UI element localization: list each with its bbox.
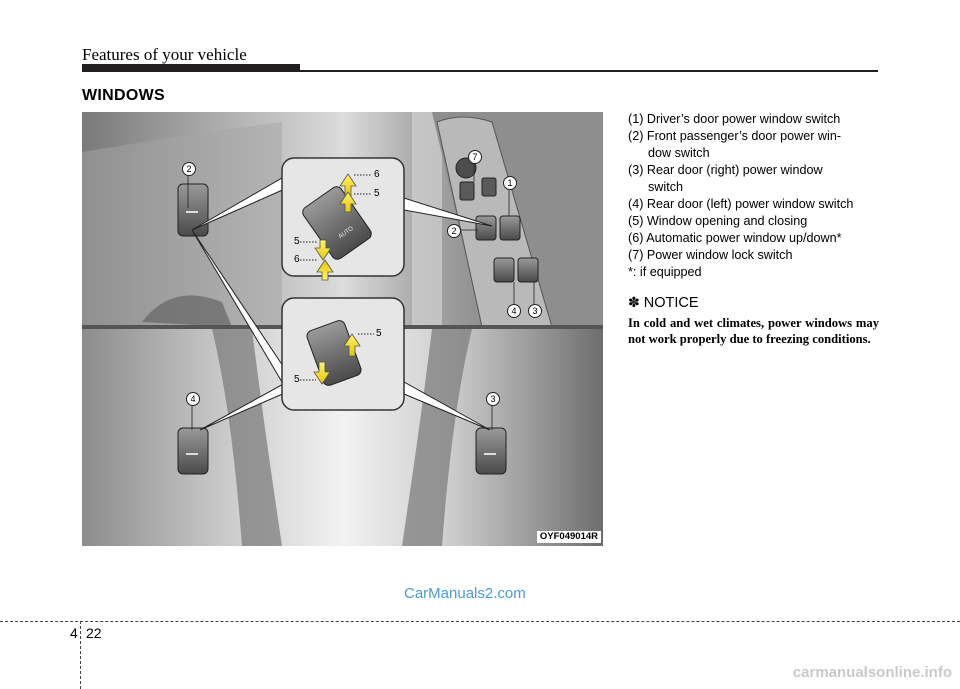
caption-7: (7) Power window lock switch: [628, 248, 793, 262]
caption-4: (4) Rear door (left) power window switch: [628, 197, 854, 211]
caption-3-cont: switch: [648, 180, 683, 194]
notice-heading: [628, 294, 699, 311]
notice-title: NOTICE: [643, 295, 699, 311]
callout-3-panel: 3: [528, 304, 542, 318]
label-6-up: 6: [374, 169, 380, 180]
callout-2-panel: 2: [447, 224, 461, 238]
window-switch-illustration: [82, 112, 603, 546]
watermark-link[interactable]: CarManuals2.com: [404, 585, 526, 602]
notice-body: In cold and wet climates, power windows may not work properly due to freezing conditions.: [628, 316, 879, 346]
callout-3-rear: 3: [486, 392, 500, 406]
label-5-up: 5: [374, 188, 380, 199]
header-rule-thin: [300, 70, 878, 72]
caption-5: (5) Window opening and closing: [628, 214, 808, 228]
caption-6: (6) Automatic power window up/down*: [628, 231, 842, 245]
notice-star-icon: ✽: [628, 294, 640, 310]
header-rule-thick: [82, 64, 300, 72]
caption-2-cont: dow switch: [648, 146, 710, 160]
label-5-down: 5: [294, 236, 300, 247]
illustration-drawing: [82, 112, 603, 546]
page-section: 4: [70, 625, 78, 641]
label-5-lower-up: 5: [376, 328, 382, 339]
label-5-lower-down: 5: [294, 374, 300, 385]
section-title: WINDOWS: [82, 87, 165, 104]
callout-1: 1: [503, 176, 517, 190]
caption-list: [628, 111, 880, 281]
header-title: Features of your vehicle: [82, 45, 247, 64]
caption-footnote: *: if equipped: [628, 265, 702, 279]
callout-4-panel: 4: [507, 304, 521, 318]
caption-1: (1) Driver’s door power window switch: [628, 112, 841, 126]
page-number: 22: [86, 625, 102, 641]
callout-7: 7: [468, 150, 482, 164]
footer-rule: [0, 621, 960, 622]
footer-divider: [80, 621, 81, 689]
footer-site-link[interactable]: carmanualsonline.info: [792, 664, 952, 681]
caption-3: (3) Rear door (right) power window: [628, 163, 823, 177]
switch-auto-label: AUTO: [337, 225, 355, 241]
figure-code: OYF049014R: [537, 531, 601, 543]
label-6-down: 6: [294, 254, 300, 265]
callout-2-front: 2: [182, 162, 196, 176]
callout-4-rear: 4: [186, 392, 200, 406]
caption-2: (2) Front passenger’s door power win-: [628, 129, 842, 143]
